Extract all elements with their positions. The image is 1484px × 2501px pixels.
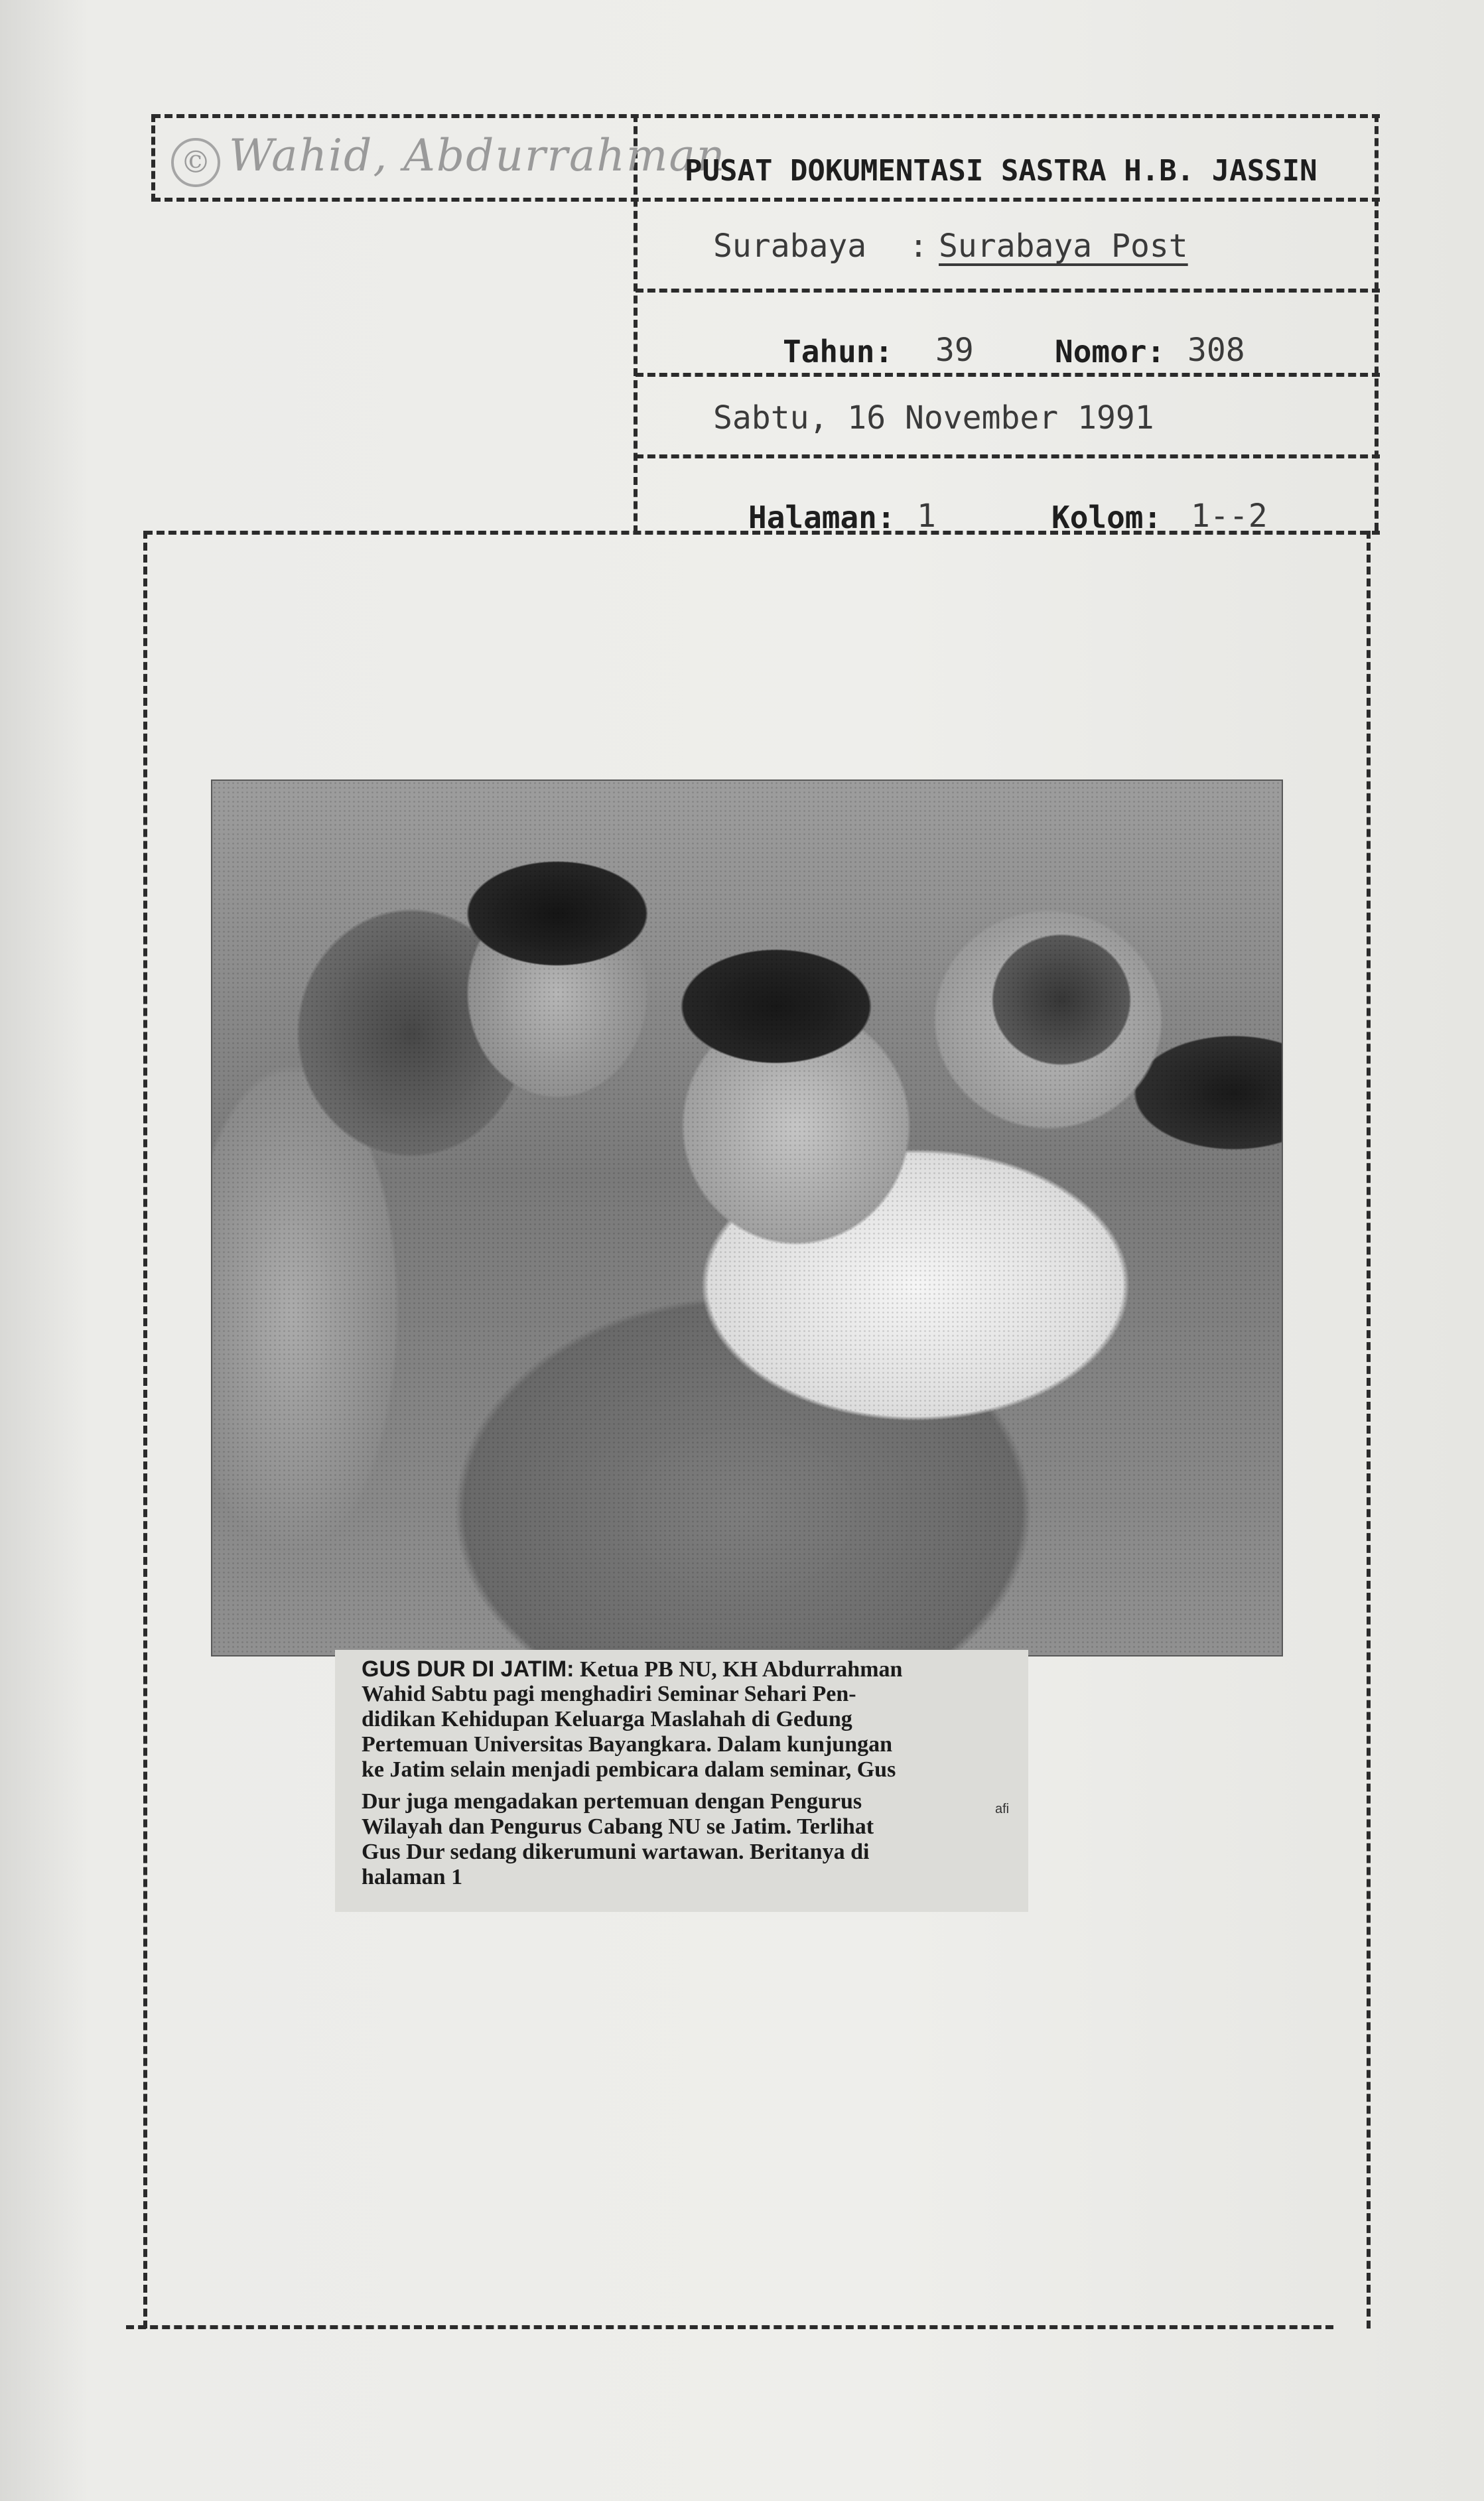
caption-line-4: Pertemuan Universitas Bayangkara. Dalam kunjungan bbox=[362, 1732, 893, 1757]
caption-line-6: Dur juga mengadakan pertemuan dengan Pengurus bbox=[362, 1789, 862, 1814]
kolom-label: Kolom: bbox=[1051, 500, 1162, 535]
halaman-label: Halaman: bbox=[748, 500, 896, 535]
caption-lead: GUS DUR DI JATIM: bbox=[362, 1656, 574, 1682]
nomor-label: Nomor: bbox=[1055, 334, 1166, 370]
city-label: Surabaya bbox=[713, 228, 867, 265]
newspaper-name: Surabaya Post bbox=[939, 228, 1188, 265]
caption-line-1 bbox=[362, 1656, 902, 1682]
caption-line-1-text: Ketua PB NU, KH Abdurrahman bbox=[574, 1657, 903, 1682]
frame-header-divider-1 bbox=[153, 198, 1380, 202]
copyright-mark: © bbox=[171, 138, 220, 187]
nomor-value: 308 bbox=[1187, 332, 1245, 369]
photo-halftone-texture bbox=[212, 781, 1282, 1655]
frame-right-border bbox=[1375, 114, 1379, 531]
city-separator: : bbox=[909, 228, 928, 265]
frame-header-divider-2 bbox=[636, 289, 1380, 293]
news-photo bbox=[211, 779, 1283, 1656]
publication-date: Sabtu, 16 November 1991 bbox=[713, 399, 1154, 437]
frame-content-left-border bbox=[143, 531, 147, 2329]
frame-top-border bbox=[153, 114, 1380, 118]
kolom-value: 1--2 bbox=[1191, 498, 1268, 535]
frame-header-divider-3 bbox=[636, 373, 1380, 377]
frame-content-right-border bbox=[1367, 531, 1371, 2329]
caption-line-7: Wilayah dan Pengurus Cabang NU se Jatim. Terlihat bbox=[362, 1814, 874, 1839]
handwritten-subject: Wahid, Abdurrahman bbox=[229, 130, 726, 181]
caption-line-3: didikan Kehidupan Keluarga Maslahah di Gedung bbox=[362, 1707, 852, 1731]
caption-line-8: Gus Dur sedang dikerumuni wartawan. Beritanya di bbox=[362, 1840, 870, 1864]
frame-header-divider-4 bbox=[636, 454, 1380, 458]
caption-line-9: halaman 1 bbox=[362, 1865, 463, 1889]
frame-bottom-border bbox=[126, 2325, 1333, 2329]
halaman-value: 1 bbox=[917, 498, 936, 535]
institution-title: PUSAT DOKUMENTASI SASTRA H.B. JASSIN bbox=[685, 154, 1317, 188]
frame-left-header-edge bbox=[151, 114, 155, 202]
tahun-label: Tahun: bbox=[783, 334, 894, 370]
caption-line-2: Wahid Sabtu pagi menghadiri Seminar Sehari Pen- bbox=[362, 1682, 856, 1706]
tahun-value: 39 bbox=[935, 332, 974, 369]
caption-line-5: ke Jatim selain menjadi pembicara dalam seminar, Gus bbox=[362, 1757, 896, 1782]
photo-credit: afi bbox=[995, 1802, 1010, 1816]
